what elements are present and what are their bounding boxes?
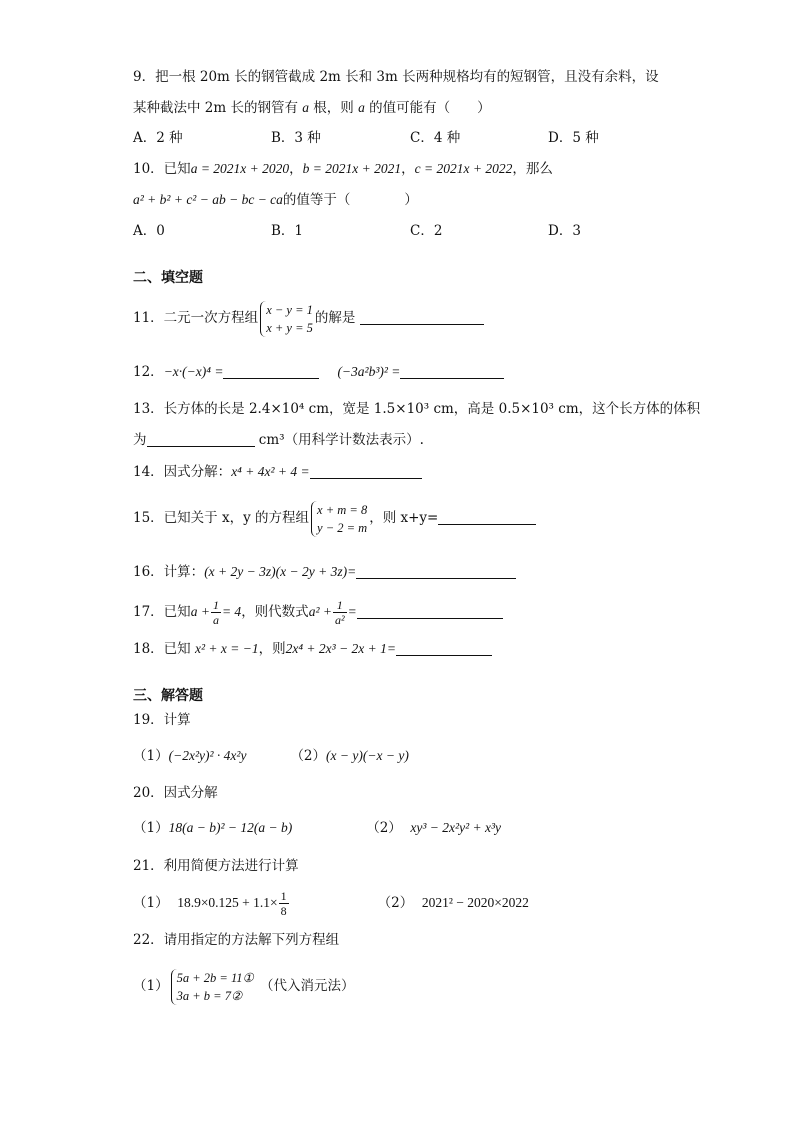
q17: 17．已知a + $\frac{1}{a}$ = 4，则代数式a² + $\frac{1}{\text{a²}}$ =	[133, 595, 503, 629]
q12: 12．−x·(−x)⁴ = (−3a²b³)² =	[133, 362, 504, 382]
q18-answer-blank[interactable]	[396, 641, 492, 656]
q10-options	[133, 221, 733, 241]
q19-title: 19．计算	[133, 712, 191, 728]
q12-answer-blank-2[interactable]	[400, 364, 504, 379]
q13-line1: 13．长方体的长是 2.4×10⁴ cm，宽是 1.5×10³ cm，高是 0.5×10³ cm，这个长方体的体积	[133, 401, 701, 417]
q9-option-c[interactable]: C．4 种	[410, 130, 461, 146]
q18: 18．已知 x² + x = −1，则2x⁴ + 2x³ − 2x + 1=	[133, 639, 492, 659]
q17-fraction-1: $\frac{1}{a}$	[212, 598, 219, 627]
section-fill-in-title: 二、填空题	[133, 270, 203, 286]
q15-answer-blank[interactable]	[438, 510, 536, 525]
q21-parts: （1） 18.9×0.125 + 1.1× $\frac{1}{8}$ （2） 2021² − 2020×2022	[133, 889, 529, 918]
q14-answer-blank[interactable]	[310, 464, 422, 479]
q13-answer-blank[interactable]	[147, 432, 255, 447]
q10-option-b[interactable]: B．1	[271, 223, 304, 239]
q20-title: 20．因式分解	[133, 785, 218, 801]
q12-answer-blank-1[interactable]	[223, 364, 319, 379]
q15-equation-system: x + m = 8 y − 2 = m	[311, 501, 367, 537]
q16-answer-blank[interactable]	[356, 564, 516, 579]
q21-title: 21．利用简便方法进行计算	[133, 858, 299, 874]
q19-parts: （1）(−2x²y)² · 4x²y （2）(x − y)(−x − y)	[133, 748, 409, 764]
q22-title: 22．请用指定的方法解下列方程组	[133, 932, 340, 948]
q9-line1: 9．把一根 20m 长的钢管截成 2m 长和 3m 长两种规格均有的短钢管，且没有余料，设	[133, 69, 659, 85]
q10-option-a[interactable]: A．0	[133, 223, 165, 239]
q21-fraction: $\frac{1}{8}$	[280, 889, 287, 918]
q13-line2: 为 cm³（用科学计数法表示）.	[133, 432, 424, 448]
q9-option-a[interactable]: A．2 种	[133, 130, 183, 146]
q17-fraction-2: $\frac{1}{\text{a²}}$	[334, 598, 345, 627]
q10-option-c[interactable]: C．2	[410, 223, 443, 239]
q11-equation-system: x − y = 1 x + y = 5	[260, 301, 313, 337]
section-solve-title: 三、解答题	[133, 688, 203, 704]
q22-equation-system: 5a + 2b = 11① 3a + b = 7②	[171, 969, 254, 1005]
q9-options	[133, 128, 733, 148]
q9-option-b[interactable]: B．3 种	[271, 130, 321, 146]
q11-answer-blank[interactable]	[360, 310, 484, 325]
q14: 14．因式分解：x⁴ + 4x² + 4 =	[133, 462, 422, 482]
q20-parts: （1）18(a − b)² − 12(a − b) （2） xy³ − 2x²y² + x³y	[133, 820, 502, 836]
q16: 16．计算：(x + 2y − 3z)(x − 2y + 3z)=	[133, 562, 516, 582]
q9-line2: 某种截法中 2m 长的钢管有 a 根，则 a 的值可能有（ ）	[133, 100, 491, 116]
q9-option-d[interactable]: D．5 种	[548, 130, 599, 146]
q15: 15．已知关于 x，y 的方程组 x + m = 8 y − 2 = m ，则 x+y=	[133, 500, 536, 537]
q11: 11．二元一次方程组 x − y = 1 x + y = 5 的解是	[133, 300, 484, 337]
q17-answer-blank[interactable]	[357, 604, 503, 619]
q10-line1: 10．已知a = 2021x + 2020，b = 2021x + 2021，c = 2021x + 2022，那么	[133, 161, 553, 177]
q10-option-d[interactable]: D．3	[548, 223, 581, 239]
q22-part1: （1） 5a + 2b = 11① 3a + b = 7② （代入消元法）	[133, 970, 355, 1003]
q10-line2: a² + b² + c² − ab − bc − ca的值等于（ ）	[133, 192, 418, 208]
